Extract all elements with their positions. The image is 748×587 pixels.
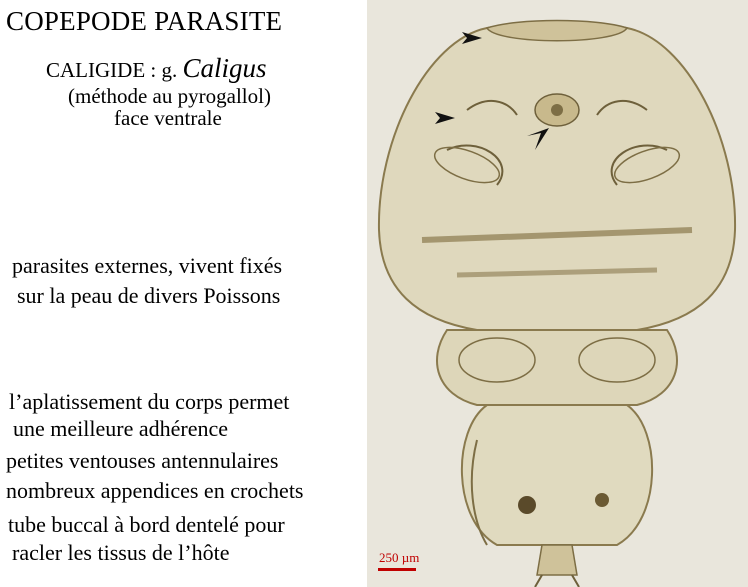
scale-bar <box>378 568 416 571</box>
description-line: tube buccal à bord dentelé pour <box>8 512 285 537</box>
pigment-spot <box>595 493 609 507</box>
genus-name: Caligus <box>182 53 267 83</box>
micrograph <box>367 0 748 587</box>
thoracic-segment <box>437 330 677 405</box>
description-line: l’aplatissement du corps permet <box>9 389 290 414</box>
classification <box>46 55 267 82</box>
caudal-rami <box>535 575 579 587</box>
description-line: racler les tissus de l’hôte <box>12 540 230 565</box>
genital-complex <box>462 405 652 545</box>
mouth-tube <box>551 104 563 116</box>
family-label: CALIGIDE : g. <box>46 58 178 82</box>
description-line: parasites externes, vivent fixés <box>12 253 283 278</box>
pigment-spot <box>518 496 536 514</box>
scale-bar-label: 250 µm <box>379 550 420 565</box>
cephalothorax <box>379 22 735 330</box>
view-note: face ventrale <box>114 106 222 130</box>
copepod-specimen-illustration <box>367 0 748 587</box>
method-note: (méthode au pyrogallol) <box>68 84 271 108</box>
abdomen <box>537 545 577 575</box>
description-line: sur la peau de divers Poissons <box>17 283 281 308</box>
description-line: nombreux appendices en crochets <box>6 478 304 503</box>
description-line: une meilleure adhérence <box>13 416 228 441</box>
page-title: COPEPODE PARASITE <box>6 6 283 36</box>
description-line: petites ventouses antennulaires <box>6 448 279 473</box>
